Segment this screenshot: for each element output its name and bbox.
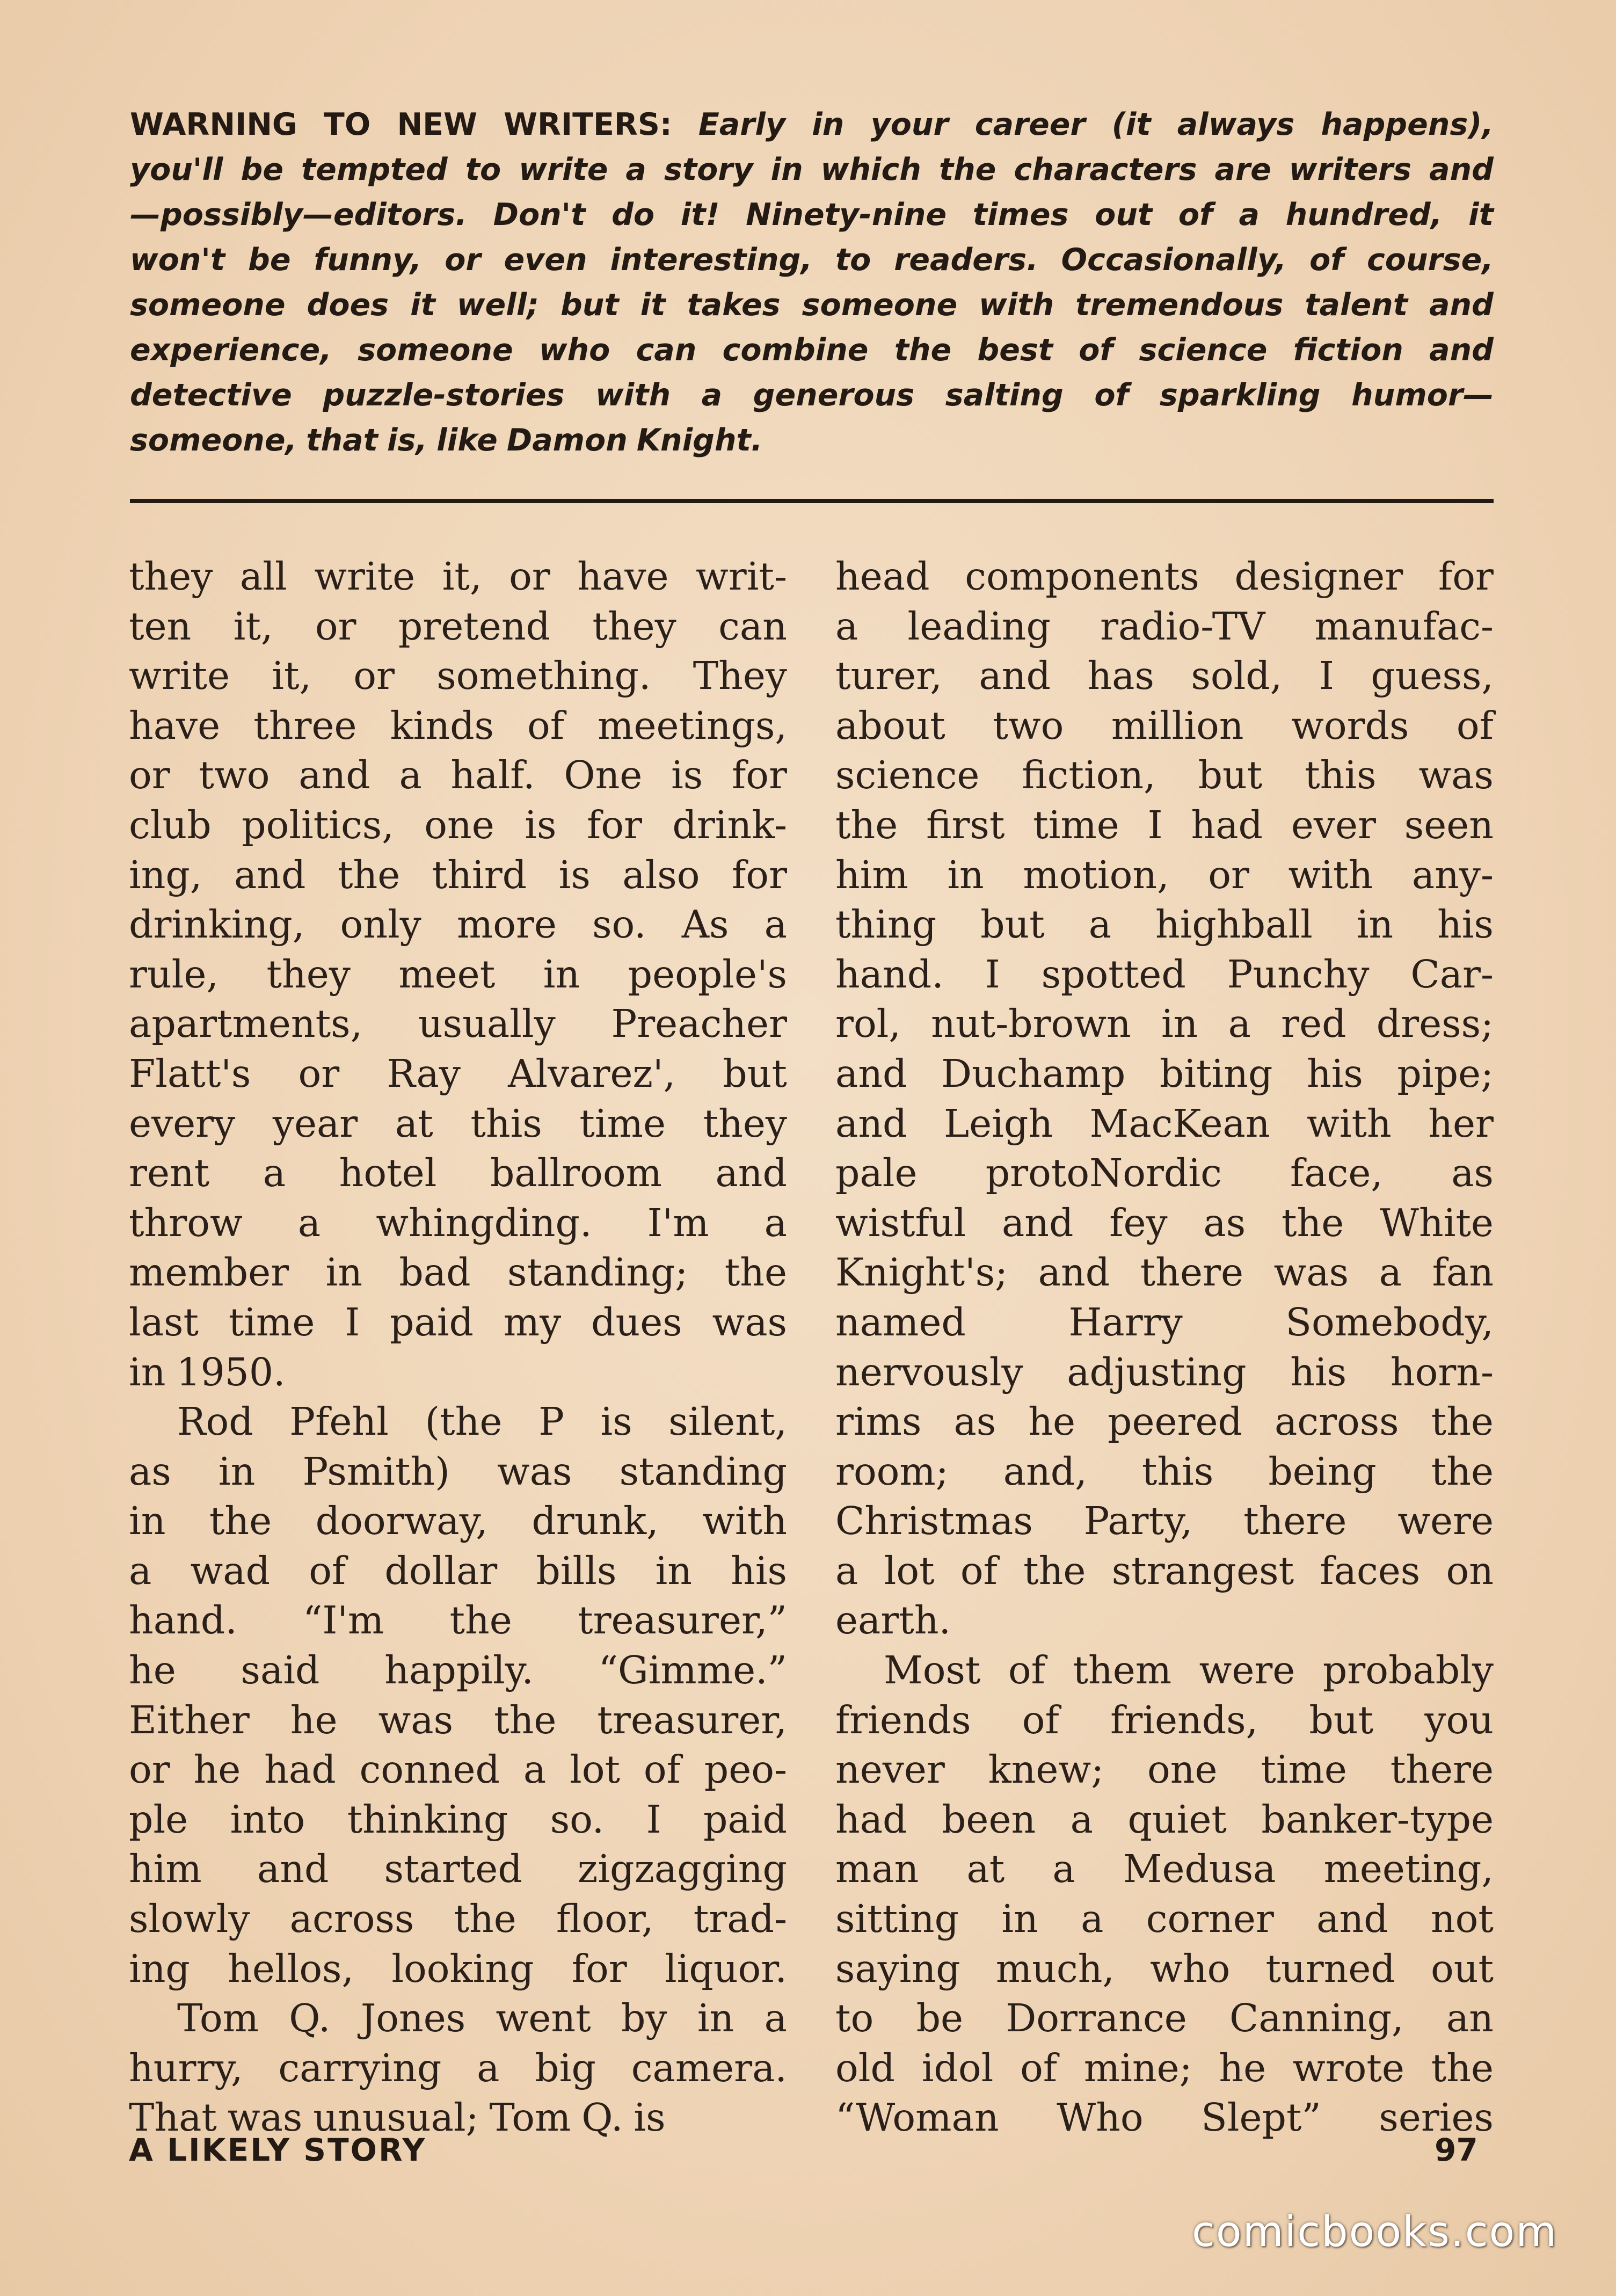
left-column-line: club politics, one is for drink- — [129, 802, 787, 847]
right-column-line: and Leigh MacKean with her — [835, 1101, 1494, 1146]
running-title: A LIKELY STORY — [129, 2132, 427, 2168]
left-column-line: drinking, only more so. As a — [129, 902, 787, 947]
left-column-line: slowly across the floor, trad- — [129, 1897, 787, 1942]
left-column-line: Either he was the treasurer, — [129, 1697, 787, 1742]
right-column-line: saying much, who turned out — [835, 1946, 1494, 1991]
intro-line: —possibly—editors. Don't do it! Ninety-nine times out of a hundred, it — [130, 197, 1494, 232]
left-column-line: rule, they meet in people's — [129, 951, 787, 997]
left-column-line: or two and a half. One is for — [129, 753, 787, 798]
right-column-line: Most of them were probably — [884, 1648, 1494, 1693]
right-column-line: turer, and has sold, I guess, — [835, 653, 1494, 699]
left-column-line: have three kinds of meetings, — [129, 703, 787, 748]
right-column-line: earth. — [835, 1598, 951, 1643]
left-column-line: a wad of dollar bills in his — [129, 1548, 787, 1593]
right-column-line: rims as he peered across the — [835, 1399, 1494, 1444]
left-column-line: in 1950. — [129, 1349, 286, 1394]
left-column-line: throw a whingding. I'm a — [129, 1200, 787, 1245]
left-column-line: ing hellos, looking for liquor. — [129, 1946, 787, 1991]
left-column-line: rent a hotel ballroom and — [129, 1151, 787, 1196]
intro-line: someone does it well; but it takes someone with tremendous talent and — [130, 287, 1494, 323]
left-column-line: Tom Q. Jones went by in a — [177, 1996, 787, 2041]
left-column-line: as in Psmith) was standing — [129, 1449, 787, 1494]
left-column-line: him and started zigzagging — [129, 1847, 787, 1892]
right-column-line: man at a Medusa meeting, — [835, 1847, 1494, 1892]
right-column-line: Knight's; and there was a fan — [835, 1250, 1494, 1295]
intro-line: someone, that is, like Damon Knight. — [130, 423, 763, 458]
right-column-line: science fiction, but this was — [835, 753, 1494, 798]
right-column-line: hand. I spotted Punchy Car- — [835, 951, 1494, 997]
right-column-line: about two million words of — [835, 703, 1494, 748]
right-column-line: wistful and fey as the White — [835, 1200, 1494, 1245]
left-column-line: ing, and the third is also for — [129, 852, 787, 897]
left-column-line: write it, or something. They — [129, 653, 787, 699]
left-column-line: Rod Pfehl (the P is silent, — [177, 1399, 787, 1444]
right-column — [835, 552, 1494, 2143]
right-column-line: thing but a highball in his — [835, 902, 1494, 947]
right-column-line: named Harry Somebody, — [835, 1299, 1494, 1345]
right-column-line: a lot of the strangest faces on — [835, 1548, 1494, 1593]
left-column — [129, 552, 787, 2143]
left-column-line: ten it, or pretend they can — [129, 604, 787, 649]
right-column-line: “Woman Who Slept” series — [835, 2095, 1494, 2140]
right-column-line: the first time I had ever seen — [835, 802, 1494, 847]
right-column-line: room; and, this being the — [835, 1449, 1494, 1494]
left-column-line: Flatt's or Ray Alvarez', but — [129, 1051, 787, 1096]
right-column-line: old idol of mine; he wrote the — [835, 2045, 1494, 2090]
left-column-line: in the doorway, drunk, with — [129, 1499, 787, 1544]
left-column-line: he said happily. “Gimme.” — [129, 1648, 787, 1693]
page-number: 97 — [1435, 2132, 1478, 2168]
right-column-line: had been a quiet banker-type — [835, 1797, 1494, 1842]
right-column-line: a leading radio-TV manufac- — [835, 604, 1494, 649]
right-column-line: him in motion, or with any- — [835, 852, 1494, 897]
left-column-line: ple into thinking so. I paid — [129, 1797, 787, 1842]
right-column-line: sitting in a corner and not — [835, 1897, 1494, 1942]
left-column-line: or he had conned a lot of peo- — [129, 1747, 787, 1792]
intro-line: experience, someone who can combine the best of science fiction and — [130, 332, 1494, 368]
left-column-line: every year at this time they — [129, 1101, 787, 1146]
right-column-line: Christmas Party, there were — [835, 1499, 1494, 1544]
right-column-line: and Duchamp biting his pipe; — [835, 1051, 1494, 1096]
right-column-line: friends of friends, but you — [835, 1697, 1494, 1742]
intro-line: you'll be tempted to write a story in which the characters are writers and — [130, 152, 1494, 187]
intro-line: WARNING TO NEW WRITERS: Early in your career (it always happens), — [130, 107, 1494, 142]
right-column-line: head components designer for — [835, 554, 1494, 599]
watermark: comicbooks.com — [1192, 2208, 1558, 2256]
left-column-line: hand. “I'm the treasurer,” — [129, 1598, 787, 1643]
left-column-line: That was unusual; Tom Q. is — [129, 2095, 666, 2140]
left-column-line: they all write it, or have writ- — [129, 554, 787, 599]
editorial-intro — [130, 102, 1494, 463]
right-column-line: rol, nut-brown in a red dress; — [835, 1001, 1494, 1047]
intro-line: detective puzzle-stories with a generous salting of sparkling humor— — [130, 377, 1494, 413]
left-column-line: hurry, carrying a big camera. — [129, 2045, 787, 2090]
left-column-line: member in bad standing; the — [129, 1250, 787, 1295]
left-column-line: last time I paid my dues was — [129, 1299, 787, 1345]
right-column-line: nervously adjusting his horn- — [835, 1349, 1494, 1394]
left-column-line: apartments, usually Preacher — [129, 1001, 787, 1047]
horizontal-rule — [130, 499, 1494, 503]
right-column-line: never knew; one time there — [835, 1747, 1494, 1792]
right-column-line: pale protoNordic face, as — [835, 1151, 1494, 1196]
right-column-line: to be Dorrance Canning, an — [835, 1996, 1494, 2041]
intro-line: won't be funny, or even interesting, to readers. Occasionally, of course, — [130, 242, 1494, 278]
